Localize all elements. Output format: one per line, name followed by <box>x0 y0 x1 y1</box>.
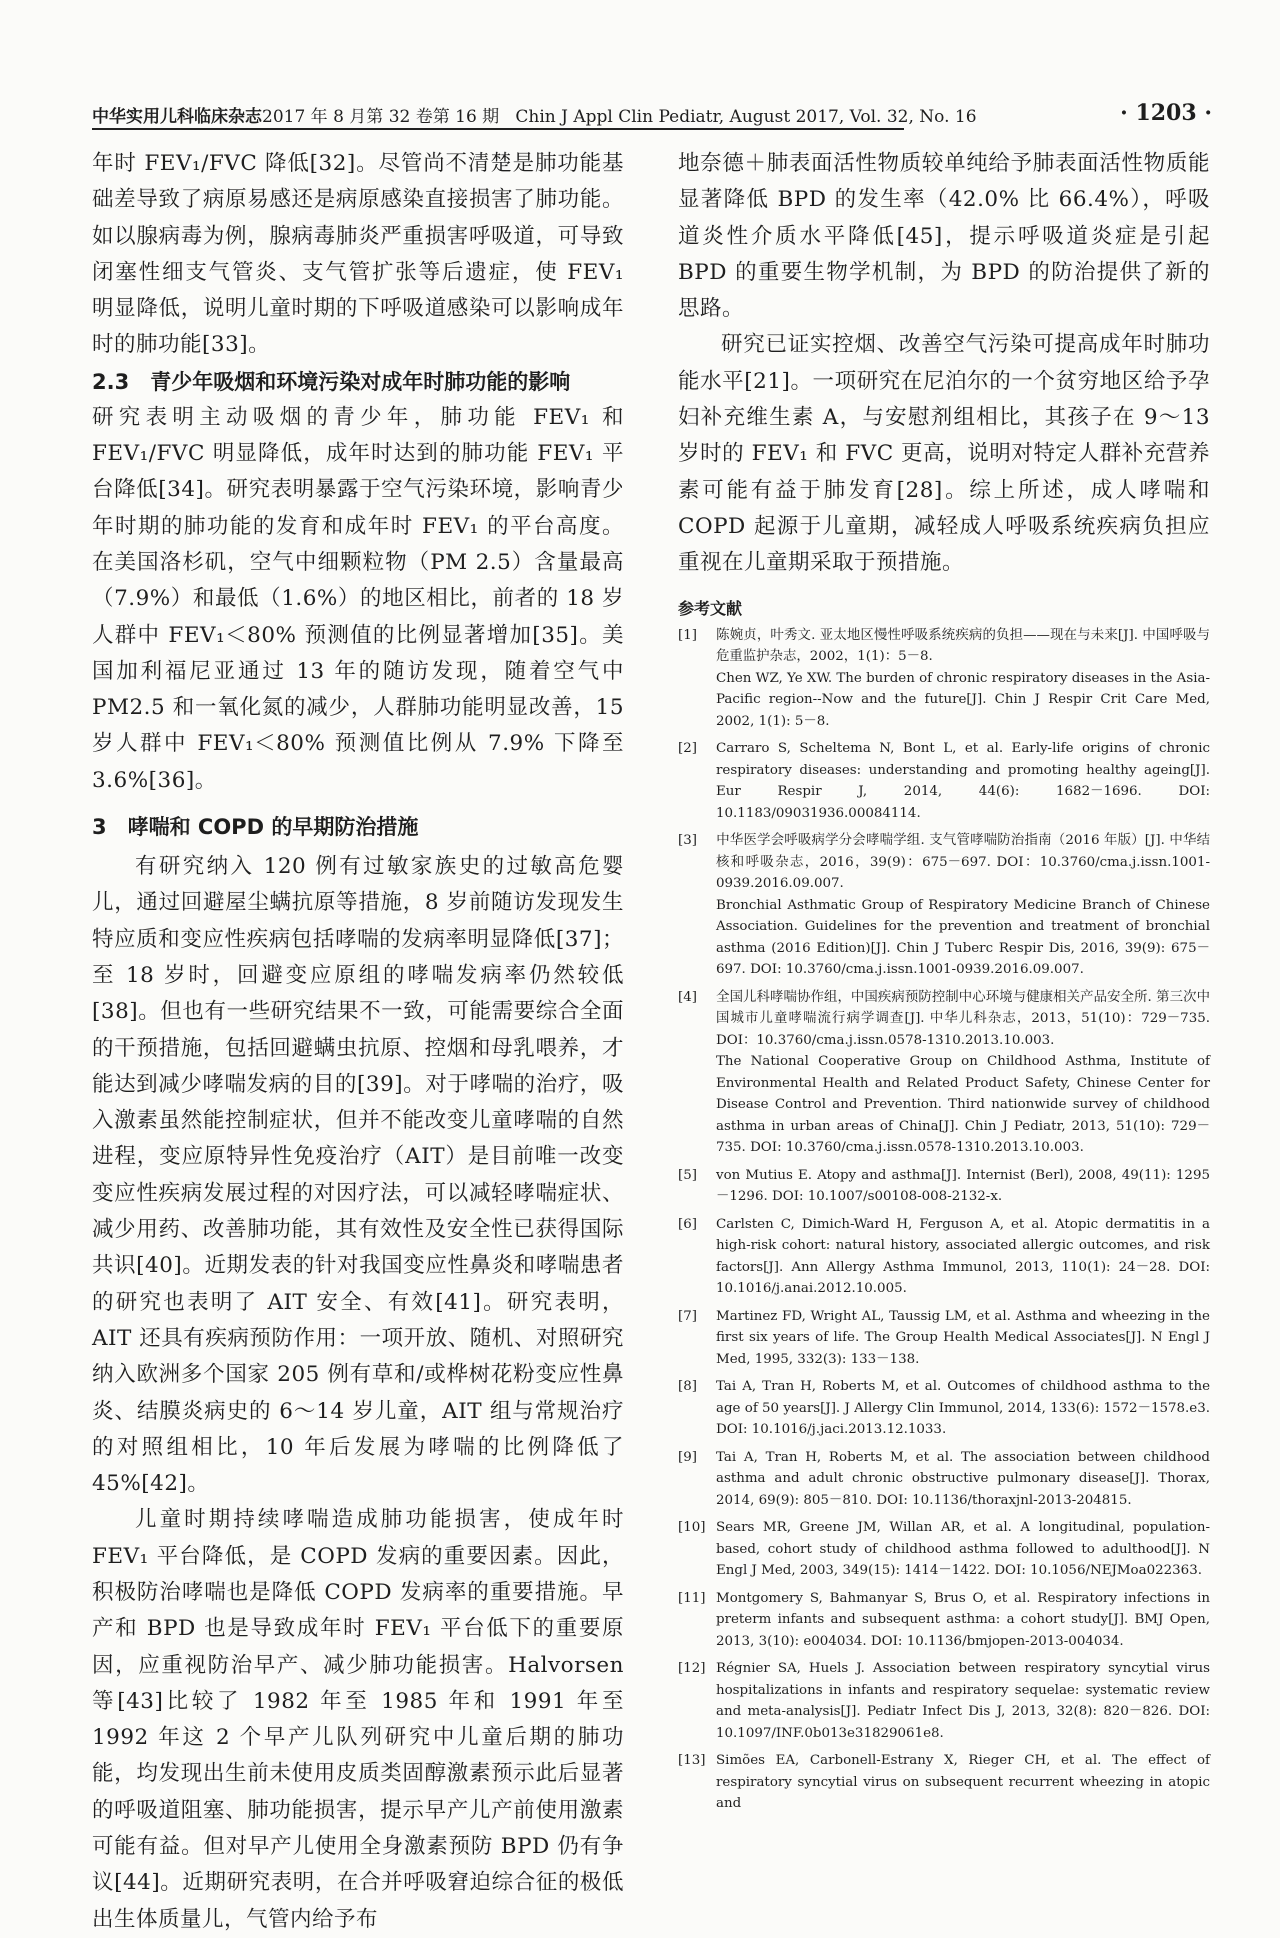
reference-text: Sears MR, Greene JM, Willan AR, et al. A longitudinal, population-based, cohort study of childhood asthma followed to adulthood[J]. N Engl J Med, 2003, 349(15): 1414－1422. DOI: 10.1056/NEJMoa022363. <box>716 1520 1210 1579</box>
reference-text: Tai A, Tran H, Roberts M, et al. Outcomes of childhood asthma to the age of 50 years[J]. J Allergy Clin Immunol, 2014, 133(6): 1572－1578.e3. DOI: 10.1016/j.jaci.2013.12.1033. <box>716 1379 1210 1438</box>
reference-text-en: The National Cooperative Group on Childhood Asthma, Institute of Environmental Health and Related Product Safety, Chinese Center for Disease Control and Prevention. Third nationwide survey of childhood asthma in urban areas of China[J]. Chin J Pediatr, 2013, 51(10): 729－735. DOI: 10.3760/cma.j.issn.0578-1310.2013.10.003. <box>716 1054 1210 1156</box>
reference-item <box>678 1658 1210 1744</box>
reference-number: [7] <box>678 1308 697 1324</box>
reference-number: [2] <box>678 741 697 757</box>
reference-text: von Mutius E. Atopy and asthma[J]. Internist (Berl), 2008, 49(11): 1295－1296. DOI: 10.1007/s00108-008-2132-x. <box>716 1167 1210 1205</box>
reference-number: [11] <box>678 1590 706 1606</box>
reference-text: 全国儿科哮喘协作组，中国疾病预防控制中心环境与健康相关产品安全所. 第三次中国城市儿童哮喘流行病学调查[J]. 中华儿科杂志，2013，51(10)：729－735. DOI：10.3760/cma.j.issn.0578-1310.2013.10.003. <box>716 989 1210 1048</box>
reference-number: [10] <box>678 1520 706 1536</box>
journal-name-en: Chin J Appl Clin Pediatr, August 2017, Vol. 32, No. 16 <box>515 107 977 127</box>
header-rule <box>92 128 904 130</box>
reference-item <box>678 1517 1210 1582</box>
reference-number: [13] <box>678 1753 706 1769</box>
reference-number: [3] <box>678 833 697 849</box>
left-column <box>92 146 624 1932</box>
reference-text: Tai A, Tran H, Roberts M, et al. The association between childhood asthma and adult chronic obstructive pulmonary disease[J]. Thorax, 2014, 69(9): 805－810. DOI: 10.1136/thoraxjnl-2013-204815. <box>716 1449 1210 1508</box>
reference-item <box>678 738 1210 824</box>
reference-number: [4] <box>678 989 697 1005</box>
paragraph: 研究已证实控烟、改善空气污染可提高成年时肺功能水平[21]。一项研究在尼泊尔的一个贫穷地区给予孕妇补充维生素 A，与安慰剂组相比，其孩子在 9～13 岁时的 FEV₁ 和 FVC 更高，说明对特定人群补充营养素可能有益于肺发育[28]。综上所述，成人哮喘和 COPD 起源于儿童期，减轻成人呼吸系统疾病负担应重视在儿童期采取于预措施。 <box>678 332 1210 576</box>
right-column <box>678 146 1210 1826</box>
reference-item <box>678 625 1210 733</box>
reference-item <box>678 987 1210 1159</box>
reference-item <box>678 1750 1210 1815</box>
references-heading: 参考文献 <box>678 598 743 618</box>
paragraph: 地奈德＋肺表面活性物质较单纯给予肺表面活性物质能显著降低 BPD 的发生率（42.0% 比 66.4%），呼吸道炎性介质水平降低[45]，提示呼吸道炎症是引起 BPD 的重要生物学机制，为 BPD 的防治提供了新的思路。 <box>678 151 1210 322</box>
reference-item <box>678 1588 1210 1653</box>
reference-number: [1] <box>678 627 697 643</box>
reference-number: [5] <box>678 1167 697 1183</box>
paragraph: 年时 FEV₁/FVC 降低[32]。尽管尚不清楚是肺功能基础差导致了病原易感还是病原感染直接损害了肺功能。如以腺病毒为例，腺病毒肺炎严重损害呼吸道，可导致闭塞性细支气管炎、支气管扩张等后遗症，使 FEV₁ 明显降低，说明儿童时期的下呼吸道感染可以影响成年时的肺功能[33]。 <box>92 151 624 358</box>
reference-number: [8] <box>678 1379 697 1395</box>
page-number: · 1203 · <box>1120 100 1212 126</box>
reference-item <box>678 830 1210 981</box>
reference-text: Martinez FD, Wright AL, Taussig LM, et al. Asthma and wheezing in the first six years of life. The Group Health Medical Associates[J]. N Engl J Med, 1995, 332(3): 133－138. <box>716 1308 1210 1367</box>
journal-name-cn: 中华实用儿科临床杂志 <box>92 107 262 127</box>
reference-text: Carlsten C, Dimich-Ward H, Ferguson A, et al. Atopic dermatitis in a high-risk cohort: natural history, associated allergic outcomes, and risk factors[J]. Ann Allergy Asthma Immunol, 2013, 110(1): 24－28. DOI: 10.1016/j.anai.2012.10.005. <box>716 1216 1210 1297</box>
running-title <box>92 102 977 127</box>
reference-text: 中华医学会呼吸病学分会哮喘学组. 支气管哮喘防治指南（2016 年版）[J]. 中华结核和呼吸杂志，2016，39(9)：675－697. DOI：10.3760/cma.j.issn.1001-0939.2016.09.007. <box>716 833 1210 892</box>
reference-text-en: Chen WZ, Ye XW. The burden of chronic respiratory diseases in the Asia-Pacific region--Now and the future[J]. Chin J Respir Crit Care Med, 2002, 1(1): 5－8. <box>716 670 1210 729</box>
reference-text: Régnier SA, Huels J. Association between respiratory syncytial virus hospitalizations in infants and respiratory sequelae: systematic review and meta-analysis[J]. Pediatr Infect Dis J, 2013, 32(8): 820－826. DOI: 10.1097/INF.0b013e31829061e8. <box>716 1661 1210 1741</box>
reference-item <box>678 1376 1210 1441</box>
reference-text: Simões EA, Carbonell-Estrany X, Rieger CH, et al. The effect of respiratory syncytial virus on subsequent recurrent wheezing in atopic and <box>716 1753 1210 1812</box>
issue-cn: 2017 年 8 月第 32 卷第 16 期 <box>262 107 500 127</box>
reference-item <box>678 1214 1210 1300</box>
reference-number: [6] <box>678 1216 697 1232</box>
section-heading-3: 3 哮喘和 COPD 的早期防治措施 <box>92 815 419 840</box>
section-heading-2-3: 2.3 青少年吸烟和环境污染对成年时肺功能的影响 <box>92 369 571 394</box>
reference-item <box>678 1306 1210 1371</box>
paragraph: 研究表明主动吸烟的青少年，肺功能 FEV₁ 和 FEV₁/FVC 明显降低，成年时达到的肺功能 FEV₁ 平台降低[34]。研究表明暴露于空气污染环境，影响青少年时期的肺功能的发育和成年时 FEV₁ 的平台高度。在美国洛杉矶，空气中细颗粒物（PM 2.5）含量最高（7.9%）和最低（1.6%）的地区相比，前者的 18 岁人群中 FEV₁＜80% 预测值的比例显著增加[35]。美国加利福尼亚通过 13 年的随访发现，随着空气中 PM2.5 和一氧化氮的减少，人群肺功能明显改善，15 岁人群中 FEV₁＜80% 预测值比例从 7.9% 下降至 3.6%[36]。 <box>92 404 624 793</box>
paragraph: 有研究纳入 120 例有过敏家族史的过敏高危婴儿，通过回避屋尘螨抗原等措施，8 岁前随访发现发生特应质和变应性疾病包括哮喘的发病率明显降低[37]；至 18 岁时，回避变应原组的哮喘发病率仍然较低[38]。但也有一些研究结果不一致，可能需要综合全面的干预措施，包括回避螨虫抗原、控烟和母乳喂养，才能达到减少哮喘发病的目的[39]。对于哮喘的治疗，吸入激素虽然能控制症状，但并不能改变儿童哮喘的自然进程，变应原特异性免疫治疗（AIT）是目前唯一改变变应性疾病发展过程的对因疗法，可以减轻哮喘症状、减少用药、改善肺功能，其有效性及安全性已获得国际共识[40]。近期发表的针对我国变应性鼻炎和哮喘患者的研究也表明了 AIT 安全、有效[41]。研究表明，AIT 还具有疾病预防作用：一项开放、随机、对照研究纳入欧洲多个国家 205 例有草和/或桦树花粉变应性鼻炎、结膜炎病史的 6～14 岁儿童，AIT 组与常规治疗的对照组相比，10 年后发展为哮喘的比例降低了 45%[42]。 <box>92 854 624 1497</box>
paragraph: 儿童时期持续哮喘造成肺功能损害，使成年时 FEV₁ 平台降低，是 COPD 发病的重要因素。因此，积极防治哮喘也是降低 COPD 发病率的重要措施。早产和 BPD 也是导致成年时 FEV₁ 平台低下的重要原因，应重视防治早产、减少肺功能损害。Halvorsen 等[43]比较了 1982 年至 1985 年和 1991 年至 1992 年这 2 个早产儿队列研究中儿童后期的肺功能，均发现出生前未使用皮质类固醇激素预示此后显著的呼吸道阻塞、肺功能损害，提示早产儿产前使用激素可能有益。但对早产儿使用全身激素预防 BPD 仍有争议[44]。近期研究表明，在合并呼吸窘迫综合征的极低出生体质量儿，气管内给予布 <box>92 1507 624 1932</box>
reference-text: 陈婉贞，叶秀文. 亚太地区慢性呼吸系统疾病的负担——现在与未来[J]. 中国呼吸与危重监护杂志，2002，1(1)：5－8. <box>716 627 1210 665</box>
reference-text: Montgomery S, Bahmanyar S, Brus O, et al. Respiratory infections in preterm infants and subsequent asthma: a cohort study[J]. BMJ Open, 2013, 3(10): e004034. DOI: 10.1136/bmjopen-2013-004034. <box>716 1590 1210 1649</box>
reference-list <box>678 625 1210 1815</box>
running-header <box>92 96 1212 132</box>
reference-number: [9] <box>678 1449 697 1465</box>
reference-item <box>678 1447 1210 1512</box>
reference-item <box>678 1165 1210 1208</box>
reference-text: Carraro S, Scheltema N, Bont L, et al. Early-life origins of chronic respiratory diseases: understanding and promoting healthy ageing[J]. Eur Respir J, 2014, 44(6): 1682－1696. DOI: 10.1183/09031936.00084114. <box>716 741 1210 821</box>
reference-text-en: Bronchial Asthmatic Group of Respiratory Medicine Branch of Chinese Association. Guidelines for the prevention and treatment of bronchial asthma (2016 Edition)[J]. Chin J Tuberc Respir Dis, 2016, 39(9): 675－697. DOI: 10.3760/cma.j.issn.1001-0939.2016.09.007. <box>716 897 1210 978</box>
reference-number: [12] <box>678 1661 706 1677</box>
